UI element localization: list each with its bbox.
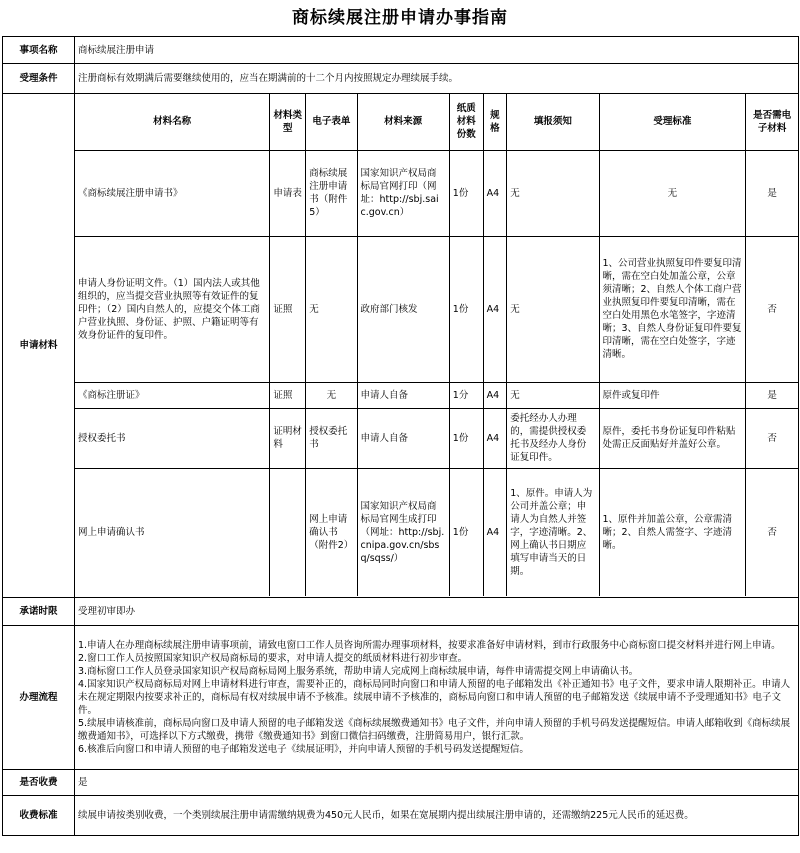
materials-cell bbox=[75, 94, 799, 598]
conditions-label: 受理条件 bbox=[3, 64, 75, 94]
material-source: 国家知识产权局商标局官网生成打印（网址：http://sbj.cnipa.gov.cn/sbsq/sqss/） bbox=[357, 468, 449, 596]
process-step: 6.核准后向窗口和申请人预留的电子邮箱发送电子《续展证明》，并向申请人预留的手机号码发送提醒短信。 bbox=[78, 744, 529, 755]
material-copies: 1份 bbox=[449, 408, 483, 468]
table-row bbox=[75, 150, 798, 236]
material-notice: 无 bbox=[507, 150, 599, 236]
fee-standard-value: 续展申请按类别收费，一个类别续展注册申请需缴纳规费为450元人民币，如果在宽展期内提出续展注册申请的，还需缴纳225元人民币的延迟费。 bbox=[75, 796, 799, 836]
material-notice: 委托经办人办理的，需提供授权委托书及经办人身份证复印件。 bbox=[507, 408, 599, 468]
material-electronic: 是 bbox=[746, 150, 798, 236]
row-item-name bbox=[3, 37, 799, 64]
row-conditions bbox=[3, 64, 799, 94]
material-copies: 1份 bbox=[449, 468, 483, 596]
header-electronic: 是否需电子材料 bbox=[746, 94, 798, 150]
material-standard: 原件或复印件 bbox=[599, 382, 746, 408]
row-process bbox=[3, 626, 799, 770]
process-step: 2.窗口工作人员按照国家知识产权局商标局的要求，对申请人提交的纸质材料进行初步审查。 bbox=[78, 653, 468, 664]
material-copies: 1份 bbox=[449, 150, 483, 236]
material-type bbox=[270, 468, 306, 596]
materials-table bbox=[75, 94, 798, 596]
guide-table bbox=[2, 36, 799, 836]
promise-value: 受理初审即办 bbox=[75, 598, 799, 626]
material-notice: 无 bbox=[507, 236, 599, 382]
material-name: 授权委托书 bbox=[75, 408, 270, 468]
fee-standard-label: 收费标准 bbox=[3, 796, 75, 836]
material-form: 无 bbox=[306, 236, 357, 382]
table-row bbox=[75, 408, 798, 468]
material-source: 国家知识产权局商标局官网打印（网址：http://sbj.saic.gov.cn） bbox=[357, 150, 449, 236]
is-charged-value: 是 bbox=[75, 770, 799, 796]
process-step: 1.申请人在办理商标续展注册申请事项前，请致电窗口工作人员咨询所需办理事项材料，按要求准备好申请材料，到市行政服务中心商标窗口提交材料并进行网上申请。 bbox=[78, 640, 781, 651]
material-spec: A4 bbox=[483, 382, 507, 408]
item-name-label: 事项名称 bbox=[3, 37, 75, 64]
process-step: 4.国家知识产权局商标局对网上申请材料进行审查，需要补正的，商标局同时向窗口和申请人预留的电子邮箱发出《补正通知书》电子文件，要求申请人限期补正。申请人未在规定期限内按要求补正的，商标局有权对续展申请不予核准。续展申请不予核准的，商标局向窗口和申请人预留的电子邮箱发送《续展申请不予受理通知书》电子文件。 bbox=[78, 679, 791, 716]
table-row bbox=[75, 236, 798, 382]
row-materials bbox=[3, 94, 799, 598]
material-copies: 1份 bbox=[449, 236, 483, 382]
process-step: 5.续展申请核准前，商标局向窗口及申请人预留的电子邮箱发送《商标续展缴费通知书》电子文件，并向申请人预留的手机号码发送提醒短信。申请人邮箱收到《商标续展缴费通知书》，可选择以下方式缴费，携带《缴费通知书》到窗口微信扫码缴费，注册简易用户，银行汇款。 bbox=[78, 718, 791, 742]
page-title: 商标续展注册申请办事指南 bbox=[292, 8, 508, 28]
material-name: 申请人身份证明文件。（1）国内法人或其他组织的，应当提交营业执照等有效证件的复印件；（2）国内自然人的，应提交个体工商户营业执照、身份证、护照、户籍证明等有效身份证件的复印件。 bbox=[75, 236, 270, 382]
material-spec: A4 bbox=[483, 468, 507, 596]
header-source: 材料来源 bbox=[357, 94, 449, 150]
material-name: 《商标注册证》 bbox=[75, 382, 270, 408]
table-row bbox=[75, 468, 798, 596]
material-type: 证照 bbox=[270, 236, 306, 382]
material-electronic: 否 bbox=[746, 468, 798, 596]
process-label: 办理流程 bbox=[3, 626, 75, 770]
header-spec: 规格 bbox=[483, 94, 507, 150]
materials-header-row bbox=[75, 94, 798, 150]
material-form: 网上申请确认书（附件2） bbox=[306, 468, 357, 596]
material-spec: A4 bbox=[483, 150, 507, 236]
material-electronic: 是 bbox=[746, 382, 798, 408]
material-source: 政府部门核发 bbox=[357, 236, 449, 382]
material-type: 证明材料 bbox=[270, 408, 306, 468]
row-is-charged bbox=[3, 770, 799, 796]
material-standard: 1、公司营业执照复印件要复印清晰，需在空白处加盖公章，公章须清晰；2、自然人个体工商户营业执照复印件要复印清晰，需在空白处用黑色水笔签字，字迹清晰；3、自然人身份证复印件要复印清晰，需在空白处签字，字迹清晰。 bbox=[599, 236, 746, 382]
table-row bbox=[75, 382, 798, 408]
material-notice: 无 bbox=[507, 382, 599, 408]
promise-label: 承诺时限 bbox=[3, 598, 75, 626]
process-value bbox=[75, 626, 799, 770]
material-name: 《商标续展注册申请书》 bbox=[75, 150, 270, 236]
material-form: 授权委托书 bbox=[306, 408, 357, 468]
row-promise bbox=[3, 598, 799, 626]
material-spec: A4 bbox=[483, 408, 507, 468]
material-form: 商标续展注册申请书（附件5） bbox=[306, 150, 357, 236]
material-source: 申请人自备 bbox=[357, 408, 449, 468]
row-fee-standard bbox=[3, 796, 799, 836]
header-material-type: 材料类型 bbox=[270, 94, 306, 150]
material-type: 证照 bbox=[270, 382, 306, 408]
material-copies: 1分 bbox=[449, 382, 483, 408]
materials-label: 申请材料 bbox=[3, 94, 75, 598]
header-notice: 填报须知 bbox=[507, 94, 599, 150]
material-form: 无 bbox=[306, 382, 357, 408]
header-standard: 受理标准 bbox=[599, 94, 746, 150]
material-electronic: 否 bbox=[746, 408, 798, 468]
process-step: 3.商标窗口工作人员登录国家知识产权局商标局网上服务系统，帮助申请人完成网上商标续展申请，每件申请需提交网上申请确认书。 bbox=[78, 666, 639, 677]
material-notice: 1、原件。申请人为公司并盖公章；申请人为自然人并签字，字迹清晰。2、网上确认书日期应填写申请当天的日期。 bbox=[507, 468, 599, 596]
material-electronic: 否 bbox=[746, 236, 798, 382]
is-charged-label: 是否收费 bbox=[3, 770, 75, 796]
material-source: 申请人自备 bbox=[357, 382, 449, 408]
material-name: 网上申请确认书 bbox=[75, 468, 270, 596]
material-type: 申请表 bbox=[270, 150, 306, 236]
item-name-value: 商标续展注册申请 bbox=[75, 37, 799, 64]
material-standard: 原件，委托书身份证复印件粘贴处需正反面贴好并盖好公章。 bbox=[599, 408, 746, 468]
conditions-value: 注册商标有效期满后需要继续使用的，应当在期满前的十二个月内按照规定办理续展手续。 bbox=[75, 64, 799, 94]
material-spec: A4 bbox=[483, 236, 507, 382]
header-copies: 纸质材料份数 bbox=[449, 94, 483, 150]
material-standard: 1、原件并加盖公章，公章需清晰；2、自然人需签字、字迹清晰。 bbox=[599, 468, 746, 596]
material-standard: 无 bbox=[599, 150, 746, 236]
header-e-form: 电子表单 bbox=[306, 94, 357, 150]
header-material-name: 材料名称 bbox=[75, 94, 270, 150]
